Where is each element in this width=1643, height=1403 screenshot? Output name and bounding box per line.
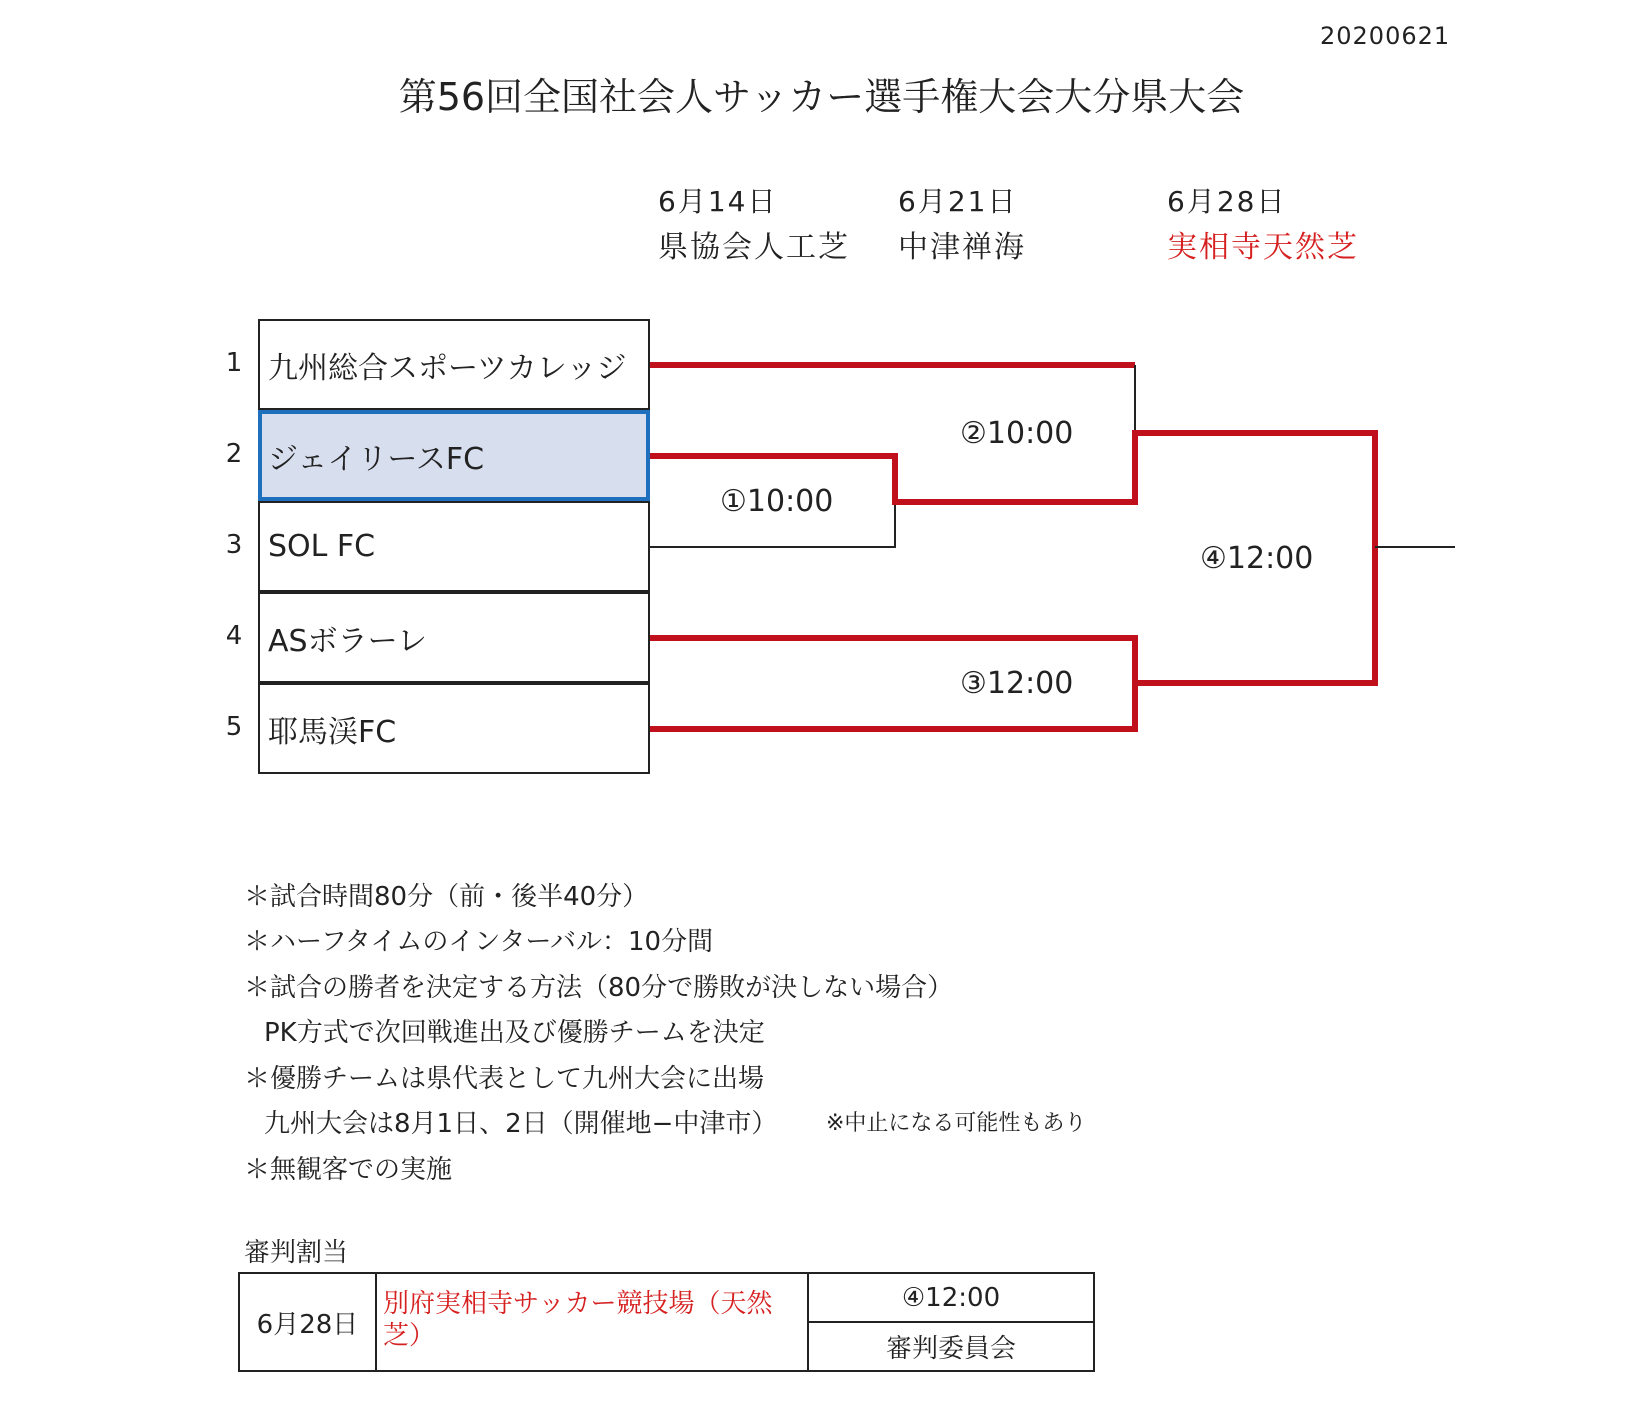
team-name: ASボラーレ — [268, 623, 427, 659]
round1-date: 6月14日 — [658, 185, 778, 218]
page-title: 第56回全国社会人サッカー選手権大会大分県大会 — [398, 75, 1245, 119]
team-name: ジェイリースFC — [268, 441, 485, 477]
referee-match-cell — [808, 1273, 1094, 1322]
match-1-label: ①10:00 — [720, 484, 834, 519]
note-match-time: ＊試合時間80分（前・後半40分） — [244, 882, 649, 912]
referee-assignee: 審判委員会 — [885, 1334, 1016, 1364]
final-venue: 実相寺天然芝 — [1167, 230, 1359, 265]
round2-venue: 中津禅海 — [898, 230, 1026, 265]
note-cancel-possibility: ※中止になる可能性もあり — [826, 1111, 1087, 1136]
seed-number: 2 — [225, 439, 243, 469]
team-name: SOL FC — [268, 529, 376, 564]
team-box — [258, 683, 650, 774]
final-date: 6月28日 — [1167, 185, 1287, 218]
note-tiebreak: ＊試合の勝者を決定する方法（80分で勝敗が決しない場合） — [244, 973, 954, 1003]
note-champion: ＊優勝チームは県代表として九州大会に出場 — [244, 1064, 765, 1094]
team-box — [258, 592, 650, 683]
document-id: 20200621 — [1320, 22, 1451, 50]
referee-assignee-cell — [808, 1322, 1094, 1371]
referee-table — [238, 1272, 1095, 1372]
note-no-spectators: ＊無観客での実施 — [244, 1155, 453, 1185]
match-2-label: ②10:00 — [960, 416, 1074, 451]
seed-number: 4 — [225, 621, 243, 651]
referee-venue: 別府実相寺サッカー競技場（天然芝） — [383, 1289, 773, 1351]
team-box — [258, 319, 650, 410]
match-3-label: ③12:00 — [960, 666, 1074, 701]
referee-match: ④12:00 — [901, 1282, 1001, 1313]
round1-venue: 県協会人工芝 — [658, 230, 850, 265]
team-box-highlighted — [258, 410, 650, 501]
note-kyushu: 九州大会は8月1日、2日（開催地−中津市） — [264, 1109, 778, 1139]
seed-number: 3 — [225, 530, 243, 560]
note-pk: PK方式で次回戦進出及び優勝チームを決定 — [264, 1018, 765, 1048]
referee-heading: 審判割当 — [244, 1238, 349, 1268]
team-name: 耶馬渓FC — [268, 714, 397, 750]
referee-date: 6月28日 — [256, 1309, 359, 1340]
referee-date-cell — [239, 1273, 376, 1371]
team-name: 九州総合スポーツカレッジ — [268, 350, 627, 386]
round2-date: 6月21日 — [898, 185, 1018, 218]
referee-venue-cell — [376, 1273, 808, 1371]
seed-number: 5 — [225, 712, 243, 742]
seed-number: 1 — [225, 348, 243, 378]
team-box — [258, 501, 650, 592]
match-4-label: ④12:00 — [1200, 541, 1314, 576]
bracket-line-m2-winner — [1135, 433, 1375, 547]
note-halftime: ＊ハーフタイムのインターバル：10分間 — [244, 927, 714, 957]
